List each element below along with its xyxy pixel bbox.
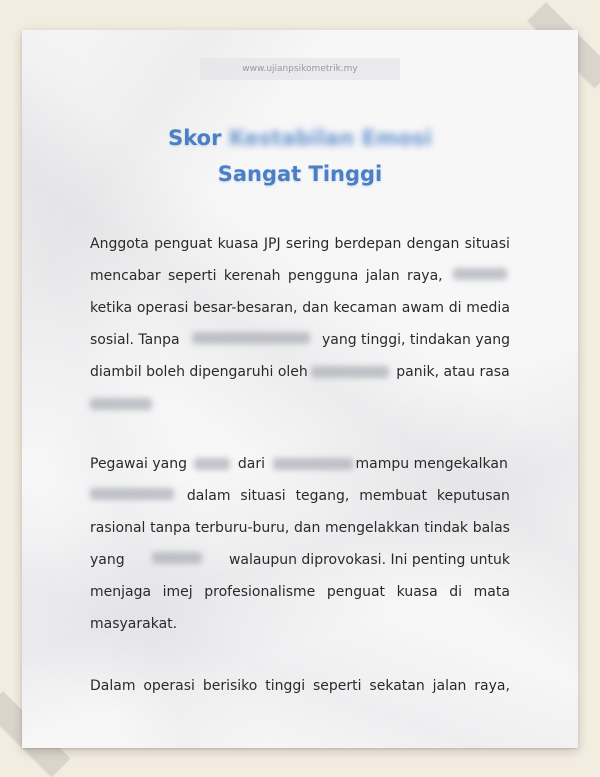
p3-line-1: Dalam operasi berisiko tinggi seperti sekatan jalan raya, bbox=[90, 678, 510, 694]
p1-line-4: sosial. Tanpa yang tinggi, tindakan yang bbox=[90, 332, 510, 348]
p1-line-6 bbox=[90, 396, 510, 416]
title-blurred-words: Kestabilan Emosi bbox=[228, 126, 432, 150]
redacted-phrase bbox=[273, 458, 353, 470]
redacted-word bbox=[453, 268, 507, 280]
p1-line-3: ketika operasi besar-besaran, dan kecaman awam di media bbox=[90, 300, 510, 316]
redacted-phrase bbox=[192, 332, 310, 344]
redacted-word bbox=[152, 552, 202, 564]
p1-line-2: mencabar seperti kerenah pengguna jalan raya, bbox=[90, 268, 510, 288]
p2-line-5: menjaga imej profesionalisme penguat kuasa di mata bbox=[90, 584, 510, 600]
p2-line-1: Pegawai yang dari mampu mengekalkan bbox=[90, 456, 508, 472]
p1-line-1: Anggota penguat kuasa JPJ sering berdepan dengan situasi bbox=[90, 236, 510, 252]
p2-line-4: yang walaupun diprovokasi. Ini penting untuk bbox=[90, 552, 510, 568]
redacted-word bbox=[194, 458, 230, 470]
title-visible-word: Skor bbox=[168, 126, 222, 150]
p2-line-6: masyarakat. bbox=[90, 616, 178, 632]
p2-line-2: dalam situasi tegang, membuat keputusan bbox=[90, 488, 510, 508]
p1-line-5: diambil boleh dipengaruhi oleh panik, atau rasa bbox=[90, 364, 510, 380]
redacted-word bbox=[311, 366, 389, 378]
redacted-word bbox=[90, 398, 152, 410]
watermark-url: www.ujianpsikometrik.my bbox=[200, 58, 400, 80]
redacted-word bbox=[90, 488, 174, 500]
p2-line-3: rasional tanpa terburu-buru, dan mengelakkan tindak balas bbox=[90, 520, 510, 536]
crumpled-paper-document bbox=[22, 30, 578, 748]
title-line-2: Sangat Tinggi bbox=[217, 162, 383, 186]
title-line-1 bbox=[22, 126, 578, 150]
